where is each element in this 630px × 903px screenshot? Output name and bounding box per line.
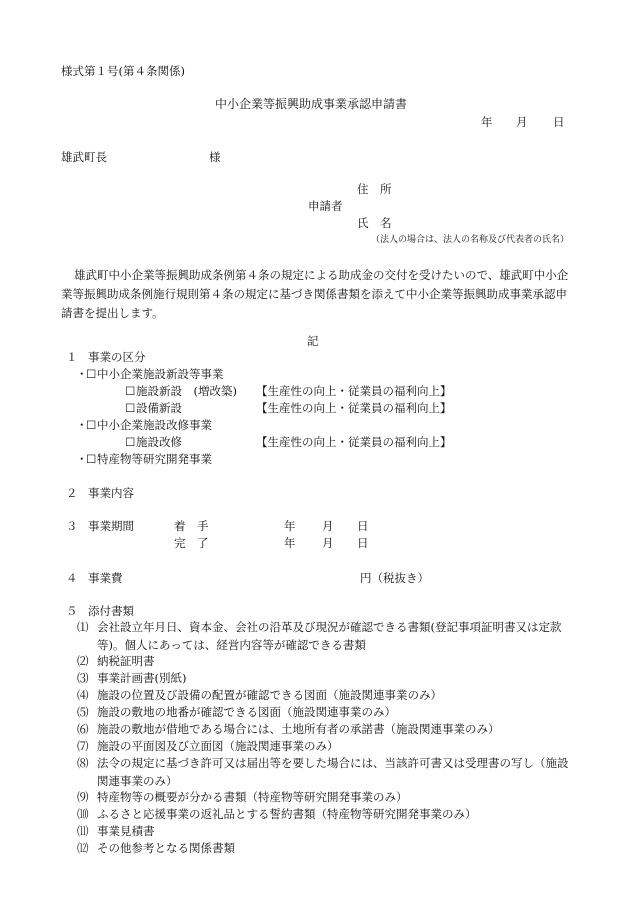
end-year: 年 — [284, 536, 296, 550]
addressee-name: 雄武町長 — [61, 150, 107, 164]
attach-num-8: ⑻ — [77, 756, 89, 770]
attach-text-10: ふるさと応援事業の返礼品とする誓約書類（特産物等研究開発事業のみ） — [97, 807, 477, 821]
section2-title: 事業内容 — [88, 486, 134, 500]
item1-2-label: 設備新設 — [136, 401, 182, 415]
attach-text-1: 会社設立年月日、資本金、会社の沿革及び現況が確認できる書類(登記事項証明書又は定款等)。個人にあっては、経営内容等が確認できる書類 — [97, 620, 562, 652]
attach-num-6: ⑹ — [77, 722, 89, 736]
addressee-honorific: 様 — [209, 150, 221, 164]
group1 — [76, 369, 224, 381]
checkbox-item2-1[interactable]: ☐ — [125, 435, 136, 449]
item1-1-purpose: 【生産性の向上・従業員の福利向上】 — [256, 384, 452, 398]
name-label: 氏 名 — [357, 216, 392, 230]
bullet: ・ — [76, 452, 88, 466]
cost-unit: 円（税抜き） — [360, 571, 429, 585]
corporate-note: （法人の場合は、法人の名称及び代表者の氏名） — [371, 235, 570, 245]
attach-num-12: ⑿ — [77, 841, 89, 855]
end-day: 日 — [357, 536, 369, 550]
attach-text-4: 施設の位置及び設備の配置が確認できる図面（施設関連事業のみ） — [97, 688, 442, 702]
address-label: 住 所 — [357, 182, 392, 196]
attach-text-5: 施設の敷地の地番が確認できる図面（施設関連事業のみ） — [97, 705, 396, 719]
section4-title: 事業費 — [88, 571, 123, 585]
attach-num-3: ⑶ — [77, 671, 89, 685]
end-month: 月 — [322, 536, 334, 550]
group3-label: 特産物等研究開発事業 — [97, 452, 212, 466]
attach-num-9: ⑼ — [77, 790, 89, 804]
item1-1-label: 施設新設 (増改築) — [136, 384, 237, 398]
attach-num-1: ⑴ — [77, 620, 89, 634]
item2-1-purpose: 【生産性の向上・従業員の福利向上】 — [256, 435, 452, 449]
checkbox-group3[interactable]: ☐ — [86, 452, 97, 466]
document-title: 中小企業等振興助成事業承認申請書 — [215, 97, 408, 111]
attach-text-9: 特産物等の概要が分かる書類（特産物等研究開発事業のみ） — [97, 790, 408, 804]
attach-num-5: ⑸ — [77, 705, 89, 719]
attach-text-2: 納税証明書 — [97, 654, 155, 668]
group1-label: 中小企業施設新設等事業 — [97, 367, 224, 381]
checkbox-item1-1[interactable]: ☐ — [125, 384, 136, 398]
body-text: 雄武町中小企業等振興助成条例第４条の規定による助成金の交付を受けたいので、雄武町中小企業等振興助成条例施行規則第４条の規定に基づき関係書類を添えて中小企業等振興助成事業承認申請書を提出します。 — [61, 268, 569, 320]
start-label: 着 手 — [174, 519, 209, 533]
section1-title: 事業の区分 — [88, 350, 146, 364]
attach-text-3: 事業計画書(別紙) — [97, 671, 187, 685]
attach-num-10: ⑽ — [77, 807, 89, 821]
item1-2 — [125, 403, 182, 415]
ki-heading: 記 — [307, 334, 319, 348]
attach-num-11: ⑾ — [77, 824, 89, 838]
item1-1 — [125, 386, 237, 398]
form-number: 様式第１号(第４条関係) — [61, 64, 185, 78]
date-month: 月 — [516, 115, 528, 129]
bullet: ・ — [76, 418, 88, 432]
start-year: 年 — [284, 519, 296, 533]
checkbox-group2[interactable]: ☐ — [86, 418, 97, 432]
start-month: 月 — [322, 519, 334, 533]
group2 — [76, 420, 212, 432]
group2-label: 中小企業施設改修事業 — [97, 418, 212, 432]
end-label: 完 了 — [174, 536, 209, 550]
attach-text-6: 施設の敷地が借地である場合には、土地所有者の承諾書（施設関連事業のみ） — [97, 722, 500, 736]
attach-text-7: 施設の平面図及び立面図（施設関連事業のみ） — [97, 739, 339, 753]
section2-number: ２ — [66, 486, 78, 500]
checkbox-item1-2[interactable]: ☐ — [125, 401, 136, 415]
item2-1-label: 施設改修 — [136, 435, 182, 449]
attach-num-7: ⑺ — [77, 739, 89, 753]
section4-number: ４ — [66, 571, 78, 585]
item1-2-purpose: 【生産性の向上・従業員の福利向上】 — [256, 401, 452, 415]
group3 — [76, 454, 212, 466]
attach-text-11: 事業見積書 — [97, 824, 155, 838]
attach-num-4: ⑷ — [77, 688, 89, 702]
applicant-label: 申請者 — [308, 199, 343, 213]
attach-text-12: その他参考となる関係書類 — [97, 841, 235, 855]
attach-text-8: 法令の規定に基づき許可又は届出等を要した場合には、当該許可書又は受理書の写し（施設関連事業のみ） — [97, 756, 569, 788]
start-day: 日 — [357, 519, 369, 533]
attach-num-2: ⑵ — [77, 654, 89, 668]
item2-1 — [125, 437, 182, 449]
section1-number: １ — [66, 350, 78, 364]
section5-title: 添付書類 — [88, 604, 134, 618]
section3-title: 事業期間 — [88, 519, 134, 533]
checkbox-group1[interactable]: ☐ — [86, 367, 97, 381]
date-year: 年 — [481, 115, 493, 129]
bullet: ・ — [76, 367, 88, 381]
section3-number: ３ — [66, 519, 78, 533]
section5-number: ５ — [66, 604, 78, 618]
date-day: 日 — [553, 115, 565, 129]
